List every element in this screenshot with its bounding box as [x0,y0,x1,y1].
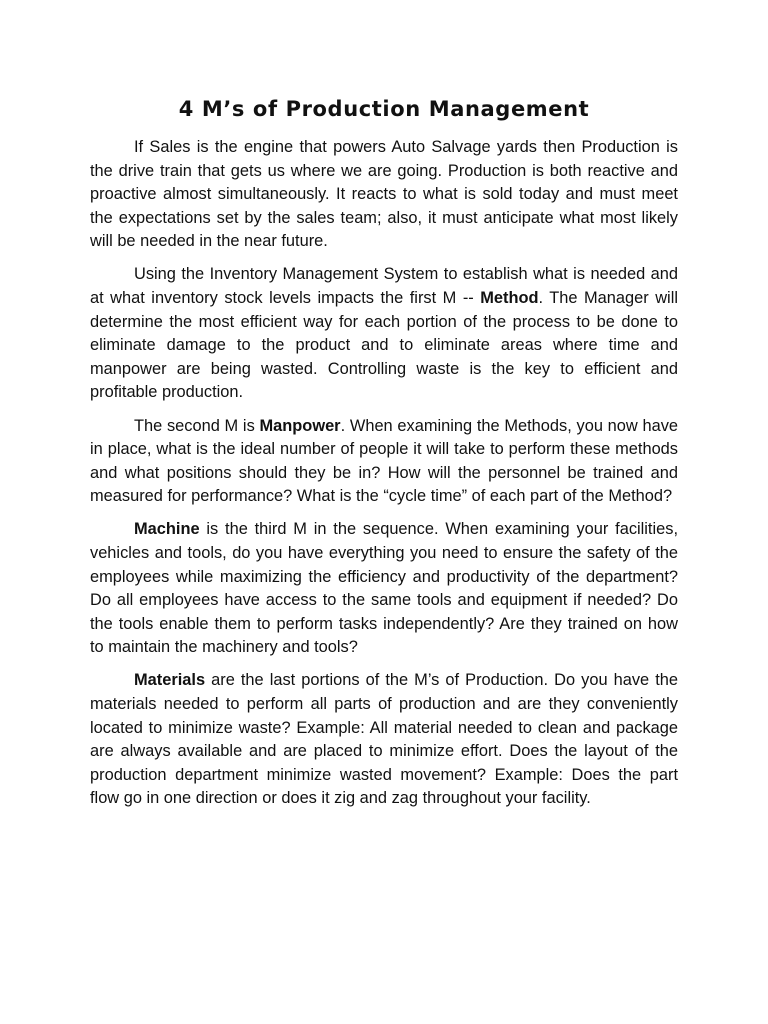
machine-term: Machine [134,520,200,539]
paragraph-text: Using the Inventory Management System to establish what is needed and at what inventory stock levels impacts the first M -- [90,265,678,308]
paragraph-text: The second M is [134,416,260,435]
paragraph-text: . The Manager will determine the most efficient way for each portion of the process to be done to eliminate damage to the product and to eliminate areas where time and manpower are being wasted. Controlling waste is the key to efficient and profitable production. [90,289,678,402]
paragraph-manpower [90,415,678,509]
paragraph-method [90,263,678,405]
paragraph-text: . When examining the Methods, you now have in place, what is the ideal number of people it will take to perform these methods and what positions should they be in? How will the personnel be trained and measured for performance? What is the “cycle time” of each part of the Method? [90,416,679,506]
paragraph-text: are the last portions of the M’s of Production. Do you have the materials needed to perform all parts of production and are they conveniently located to minimize waste? Example: All material needed to clean and package are always available and are placed to minimize effort. Does the layout of the production department minimize wasted movement? Example: Does the part flow go in one direction or does it zig and zag throughout your facility. [90,671,678,808]
manpower-term: Manpower [259,416,341,435]
document-body [90,136,678,821]
paragraph-text: If Sales is the engine that powers Auto Salvage yards then Production is the drive train that gets us where we are going. Production is both reactive and proactive almost simultaneously. It reacts to what is sold today and must meet the expectations set by the sales team; also, it must anticipate what most likely will be needed in the near future. [90,138,678,251]
paragraph-materials [90,669,678,811]
paragraph-text: is the third M in the sequence. When examining your facilities, vehicles and tools, do you have everything you need to ensure the safety of the employees while maximizing the efficiency and productivity of the department? Do all employees have access to the same tools and equipment if needed? Do the tools enable them to perform tasks independently? Are they trained on how to maintain the machinery and tools? [90,520,678,657]
materials-term: Materials [134,671,206,690]
paragraph-intro [90,136,678,254]
method-term: Method [480,289,539,308]
paragraph-machine [90,518,678,660]
document-title: 4 M’s of Production Management [178,97,590,121]
